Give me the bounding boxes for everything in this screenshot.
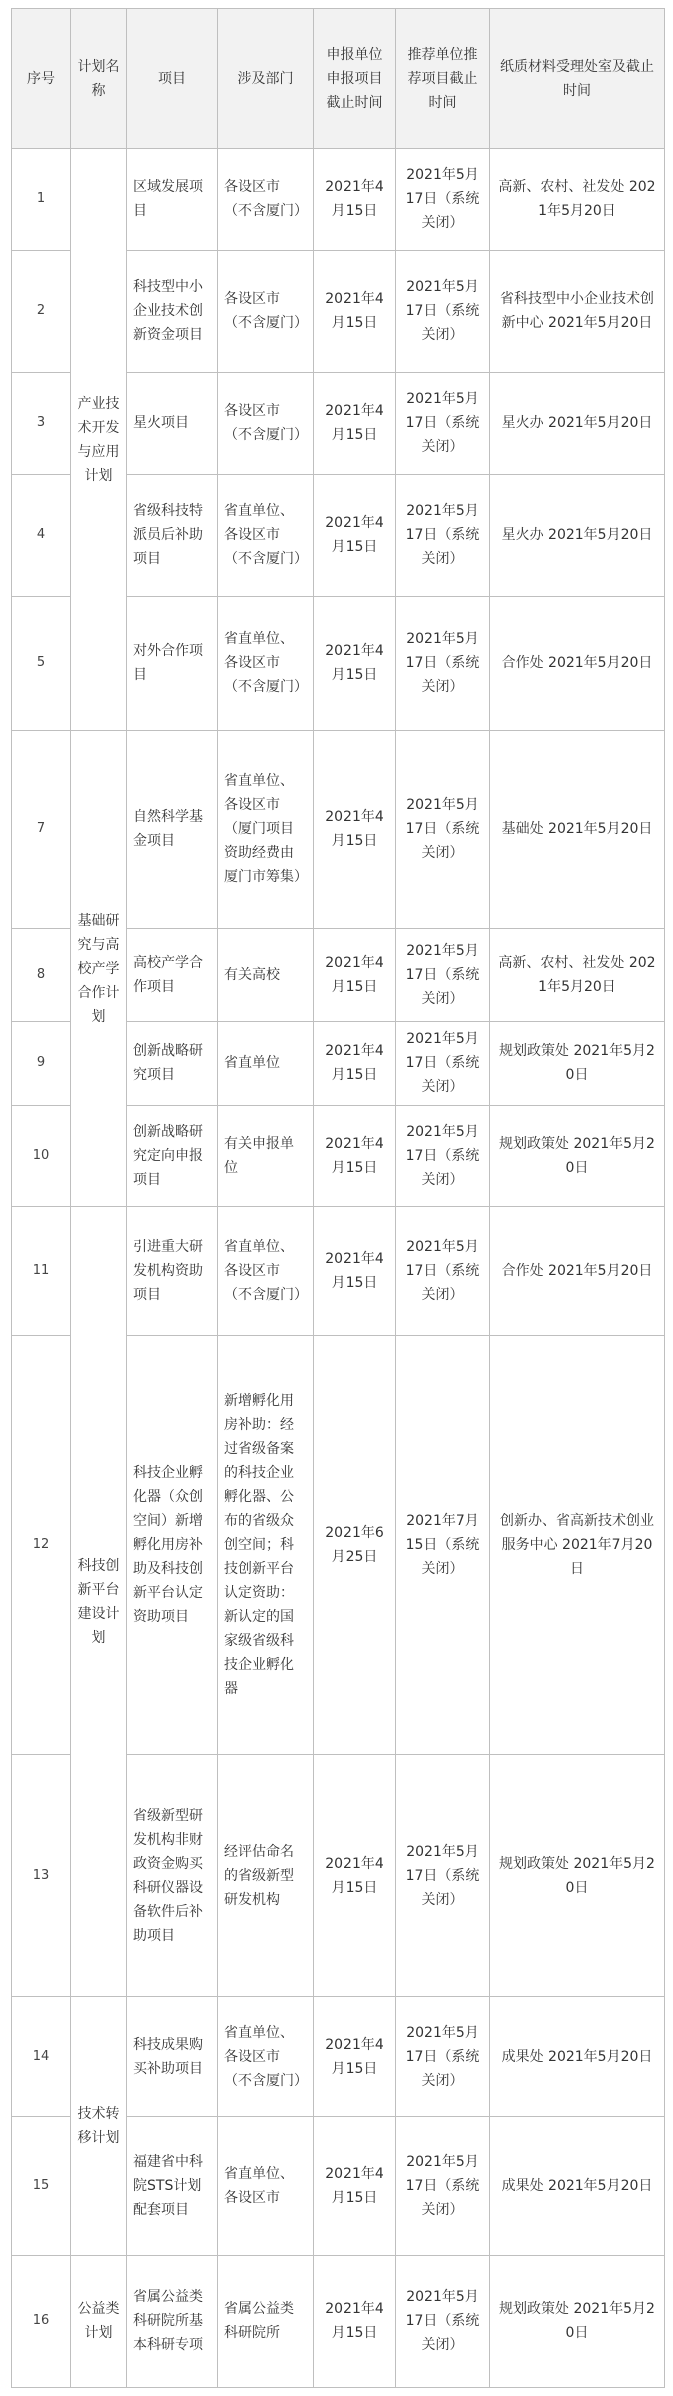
row-recommend-deadline: 2021年5月17日（系统关闭） (396, 372, 490, 474)
table-header (12, 9, 665, 149)
row-office: 基础处 2021年5月20日 (490, 731, 665, 928)
row-seq: 7 (12, 731, 71, 928)
plan-name: 技术转移计划 (71, 1997, 127, 2255)
row-seq: 2 (12, 250, 71, 372)
row-apply-deadline: 2021年6月25日 (314, 1335, 396, 1754)
row-department: 各设区市（不含厦门） (218, 372, 314, 474)
row-recommend-deadline: 2021年5月17日（系统关闭） (396, 1997, 490, 2117)
row-recommend-deadline: 2021年5月17日（系统关闭） (396, 1754, 490, 1996)
plan-name: 公益类计划 (71, 2255, 127, 2387)
row-department: 省直单位、各设区市（不含厦门） (218, 474, 314, 596)
deadline-table (11, 8, 665, 2388)
row-project: 高校产学合作项目 (127, 928, 218, 1022)
row-seq: 14 (12, 1997, 71, 2117)
table-row (12, 1207, 665, 1335)
header-recommend-deadline: 推荐单位推荐项目截止时间 (396, 9, 490, 149)
row-project: 星火项目 (127, 372, 218, 474)
row-project: 引进重大研发机构资助项目 (127, 1207, 218, 1335)
row-seq: 12 (12, 1335, 71, 1754)
row-office: 省科技型中小企业技术创新中心 2021年5月20日 (490, 250, 665, 372)
row-office: 星火办 2021年5月20日 (490, 372, 665, 474)
row-seq: 9 (12, 1022, 71, 1105)
row-recommend-deadline: 2021年5月17日（系统关闭） (396, 1207, 490, 1335)
row-office: 规划政策处 2021年5月20日 (490, 1754, 665, 1996)
row-department: 省直单位、各设区市（不含厦门） (218, 596, 314, 730)
row-recommend-deadline: 2021年5月17日（系统关闭） (396, 1105, 490, 1207)
row-apply-deadline: 2021年4月15日 (314, 731, 396, 928)
row-seq: 5 (12, 596, 71, 730)
row-seq: 8 (12, 928, 71, 1022)
plan-name: 基础研究与高校产学合作计划 (71, 731, 127, 1207)
row-recommend-deadline: 2021年5月17日（系统关闭） (396, 928, 490, 1022)
row-apply-deadline: 2021年4月15日 (314, 250, 396, 372)
header-project: 项目 (127, 9, 218, 149)
row-project: 创新战略研究项目 (127, 1022, 218, 1105)
row-project: 对外合作项目 (127, 596, 218, 730)
row-apply-deadline: 2021年4月15日 (314, 596, 396, 730)
row-department: 省直单位、各设区市 (218, 2117, 314, 2255)
row-office: 规划政策处 2021年5月20日 (490, 1022, 665, 1105)
row-recommend-deadline: 2021年5月17日（系统关闭） (396, 1022, 490, 1105)
row-recommend-deadline: 2021年5月17日（系统关闭） (396, 250, 490, 372)
row-project: 创新战略研究定向申报项目 (127, 1105, 218, 1207)
row-office: 合作处 2021年5月20日 (490, 1207, 665, 1335)
plan-name: 科技创新平台建设计划 (71, 1207, 127, 1997)
row-office: 合作处 2021年5月20日 (490, 596, 665, 730)
row-recommend-deadline: 2021年5月17日（系统关闭） (396, 474, 490, 596)
row-apply-deadline: 2021年4月15日 (314, 1754, 396, 1996)
row-department: 有关申报单位 (218, 1105, 314, 1207)
row-department: 各设区市（不含厦门） (218, 149, 314, 251)
row-apply-deadline: 2021年4月15日 (314, 1105, 396, 1207)
row-seq: 1 (12, 149, 71, 251)
row-project: 自然科学基金项目 (127, 731, 218, 928)
row-project: 省级科技特派员后补助项目 (127, 474, 218, 596)
table-row (12, 1997, 665, 2117)
row-seq: 11 (12, 1207, 71, 1335)
row-recommend-deadline: 2021年7月15日（系统关闭） (396, 1335, 490, 1754)
row-seq: 13 (12, 1754, 71, 1996)
row-seq: 10 (12, 1105, 71, 1207)
row-office: 创新办、省高新技术创业服务中心 2021年7月20日 (490, 1335, 665, 1754)
row-department: 有关高校 (218, 928, 314, 1022)
row-recommend-deadline: 2021年5月17日（系统关闭） (396, 149, 490, 251)
row-apply-deadline: 2021年4月15日 (314, 1997, 396, 2117)
row-recommend-deadline: 2021年5月17日（系统关闭） (396, 596, 490, 730)
row-recommend-deadline: 2021年5月17日（系统关闭） (396, 2117, 490, 2255)
row-seq: 4 (12, 474, 71, 596)
row-seq: 3 (12, 372, 71, 474)
header-seq: 序号 (12, 9, 71, 149)
row-department: 新增孵化用房补助：经过省级备案的科技企业孵化器、公布的省级众创空间；科技创新平台认定资助：新认定的国家级省级科技企业孵化器 (218, 1335, 314, 1754)
row-office: 星火办 2021年5月20日 (490, 474, 665, 596)
plan-name: 产业技术开发与应用计划 (71, 149, 127, 731)
row-apply-deadline: 2021年4月15日 (314, 1207, 396, 1335)
row-project: 科技成果购买补助项目 (127, 1997, 218, 2117)
row-apply-deadline: 2021年4月15日 (314, 1022, 396, 1105)
row-office: 成果处 2021年5月20日 (490, 2117, 665, 2255)
row-department: 经评估命名的省级新型研发机构 (218, 1754, 314, 1996)
row-apply-deadline: 2021年4月15日 (314, 149, 396, 251)
row-project: 福建省中科院STS计划配套项目 (127, 2117, 218, 2255)
row-project: 科技企业孵化器（众创空间）新增孵化用房补助及科技创新平台认定资助项目 (127, 1335, 218, 1754)
row-office: 规划政策处 2021年5月20日 (490, 1105, 665, 1207)
row-department: 省直单位、各设区市（不含厦门） (218, 1997, 314, 2117)
row-department: 各设区市（不含厦门） (218, 250, 314, 372)
row-office: 高新、农村、社发处 2021年5月20日 (490, 149, 665, 251)
row-project: 科技型中小企业技术创新资金项目 (127, 250, 218, 372)
table-body (12, 149, 665, 2388)
row-apply-deadline: 2021年4月15日 (314, 2117, 396, 2255)
row-project: 省级新型研发机构非财政资金购买科研仪器设备软件后补助项目 (127, 1754, 218, 1996)
row-recommend-deadline: 2021年5月17日（系统关闭） (396, 2255, 490, 2387)
header-plan: 计划名称 (71, 9, 127, 149)
row-project: 省属公益类科研院所基本科研专项 (127, 2255, 218, 2387)
row-project: 区域发展项目 (127, 149, 218, 251)
header-apply-deadline: 申报单位申报项目截止时间 (314, 9, 396, 149)
row-apply-deadline: 2021年4月15日 (314, 372, 396, 474)
table-row (12, 2255, 665, 2387)
header-department: 涉及部门 (218, 9, 314, 149)
row-department: 省直单位、各设区市（不含厦门） (218, 1207, 314, 1335)
row-apply-deadline: 2021年4月15日 (314, 2255, 396, 2387)
row-office: 高新、农村、社发处 2021年5月20日 (490, 928, 665, 1022)
row-apply-deadline: 2021年4月15日 (314, 474, 396, 596)
header-office: 纸质材料受理处室及截止时间 (490, 9, 665, 149)
row-office: 规划政策处 2021年5月20日 (490, 2255, 665, 2387)
row-recommend-deadline: 2021年5月17日（系统关闭） (396, 731, 490, 928)
row-seq: 16 (12, 2255, 71, 2387)
row-apply-deadline: 2021年4月15日 (314, 928, 396, 1022)
row-department: 省直单位 (218, 1022, 314, 1105)
row-department: 省直单位、各设区市（厦门项目资助经费由厦门市筹集） (218, 731, 314, 928)
row-seq: 15 (12, 2117, 71, 2255)
row-department: 省属公益类科研院所 (218, 2255, 314, 2387)
table-row (12, 731, 665, 928)
table-row (12, 149, 665, 251)
row-office: 成果处 2021年5月20日 (490, 1997, 665, 2117)
